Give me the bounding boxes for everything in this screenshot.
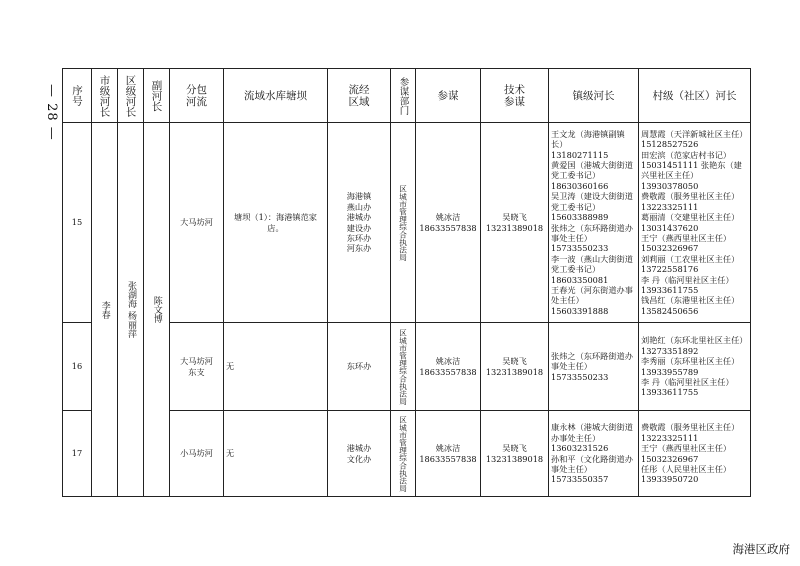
- header-town-chief: 镇级河长: [549, 69, 639, 123]
- header-reservoir: 流域水库塘坝: [224, 69, 328, 123]
- reservoir-cell: 无: [224, 323, 328, 411]
- village-chief-cell: 周慧霞（天洋新城社区主任） 15128527526 田宏滨（范家店村书记） 15031451111 张艳东（建兴里社区主任）13930378050 费敬霞（服务里社区主任） 13223325111 葛丽清（交建里社区主任） 13031437620 王宁（燕西里社区主任） 15032326967 刘莉丽（工农里社区主任） 13722558176 李 丹（临河里社区主任） 13933611755 钱昌红（东港里社区主任） 13582450656: [639, 123, 751, 323]
- deputy-chief-cell: 陈文博: [144, 123, 170, 497]
- header-row: [63, 69, 751, 123]
- dept-cell: 区城市管理综合执法局: [391, 411, 416, 497]
- seq-cell: 15: [63, 123, 92, 323]
- city-chief-cell: 李春: [92, 123, 118, 497]
- district-chief-cell: 张湖海 杨丽萍: [118, 123, 144, 497]
- staff-cell: 姚冰洁 18633557838: [416, 323, 481, 411]
- page-number: — 28 —: [44, 84, 59, 141]
- seq-cell: 17: [63, 411, 92, 497]
- header-dept: 参谋部门: [391, 69, 416, 123]
- header-staff: 参谋: [416, 69, 481, 123]
- header-city-chief: 市级河长: [92, 69, 118, 123]
- tech-cell: 吴晓飞 13231389018: [481, 123, 549, 323]
- tech-cell: 吴晓飞 13231389018: [481, 411, 549, 497]
- reservoir-cell: 塘坝（1）：海港镇范家店。: [224, 123, 328, 323]
- header-region: 流经区域: [328, 69, 391, 123]
- town-chief-cell: 康永林（港城大街街道办事处主任）13603231526 孙和平（文化路街道办事处主任）15733550357: [549, 411, 639, 497]
- dept-cell: 区城市管理综合执法局: [391, 323, 416, 411]
- staff-cell: 姚冰洁 18633557838: [416, 411, 481, 497]
- village-chief-cell: 费敬霞（服务里社区主任） 13223325111 王宁（燕西里社区主任） 15032326967 任彤（人民里社区主任） 13933950720: [639, 411, 751, 497]
- header-seq: 序号: [63, 69, 92, 123]
- town-chief-cell: 王文龙（海港镇副镇长） 13180271115 黄爱国（港城大街街道党工委书记）18630360166 吴卫涛（建设大街街道党工委书记）15603388989 张炜之（东环路街道办事处主任）15733550233 李一波（燕山大街街道党工委书记）18603350081 王春光（河东街道办事处主任） 15603391888: [549, 123, 639, 323]
- river-cell: 小马坊河: [170, 411, 224, 497]
- river-cell: 大马坊河 东支: [170, 323, 224, 411]
- tech-cell: 吴晓飞 13231389018: [481, 323, 549, 411]
- seq-cell: 16: [63, 323, 92, 411]
- header-village-chief: 村级（社区）河长: [639, 69, 751, 123]
- river-chief-table: [62, 68, 751, 497]
- header-district-chief: 区级河长: [118, 69, 144, 123]
- region-cell: 东环办: [328, 323, 391, 411]
- watermark-label: 海港区政府: [732, 542, 790, 556]
- header-tech: 技术参谋: [481, 69, 549, 123]
- dept-cell: 区城市管理综合执法局: [391, 123, 416, 323]
- region-cell: 海港镇 燕山办 港城办 建设办 东环办 河东办: [328, 123, 391, 323]
- header-river: 分包河流: [170, 69, 224, 123]
- header-deputy-chief: 副河长: [144, 69, 170, 123]
- village-chief-cell: 刘艳红（东环北里社区主任） 13273351892 李秀丽（东环里社区主任） 13933955789 李 丹（临河里社区主任） 13933611755: [639, 323, 751, 411]
- reservoir-cell: 无: [224, 411, 328, 497]
- table-row: [63, 123, 751, 323]
- river-cell: 大马坊河: [170, 123, 224, 323]
- town-chief-cell: 张炜之（东环路街道办事处主任）15733550233: [549, 323, 639, 411]
- region-cell: 港城办 文化办: [328, 411, 391, 497]
- staff-cell: 姚冰洁 18633557838: [416, 123, 481, 323]
